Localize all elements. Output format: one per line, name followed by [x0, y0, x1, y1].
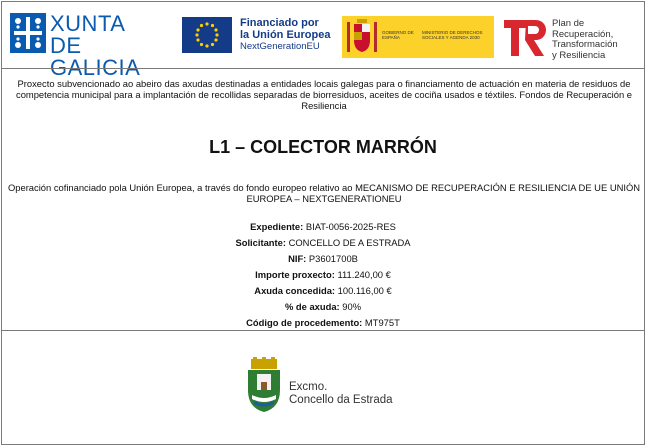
- intro-text: Proxecto subvencionado ao abeiro das axudas destinadas a entidades locais galegas para o financiamento de actuación en materia de residuos de competencia municipal para a implantación de recollidas separadas de biorresiduos, aceites de cociña usados e téxtiles. Fondos de Recuperación e Resiliencia: [16, 78, 632, 111]
- prtr-logo: [502, 16, 642, 60]
- divider: [2, 330, 644, 331]
- detail-row-solicitante: Solicitante: CONCELLO DE A ESTRADA: [235, 237, 411, 248]
- detail-row-axuda: Axuda concedida: 100.116,00 €: [254, 285, 392, 296]
- prtr-line2: Recuperación,: [552, 28, 614, 40]
- prtr-mark-icon: [502, 16, 548, 58]
- xunta-emblem-icon: [10, 13, 46, 53]
- cofinancing-text: Operación cofinanciado pola Unión Europea, a través do fondo europeo relativo ao MECANISMO DE RECUPERACIÓN E RESILIENCIA DE UE UNIÓN EUROPEA – NEXTGENERATIONEU: [7, 182, 641, 204]
- concello-line2: Concello da Estrada: [289, 394, 393, 406]
- eu-line2: la Unión Europea: [240, 29, 331, 41]
- xunta-line1: XUNTA: [50, 11, 126, 36]
- eu-line1: Financiado por: [240, 17, 319, 29]
- detail-row-nif: NIF: P3601700B: [288, 253, 358, 264]
- page-title: L1 – COLECTOR MARRÓN: [209, 137, 437, 157]
- detail-row-porcentaxe: % de axuda: 90%: [284, 301, 362, 312]
- eu-logo: [182, 17, 332, 57]
- detail-row-expediente: Expediente: BIAT-0056-2025-RES: [250, 221, 396, 232]
- concello-coat-of-arms-icon: [245, 357, 283, 413]
- gobierno-espana-logo: [342, 16, 494, 58]
- divider: [2, 68, 644, 69]
- notice-sheet: [1, 1, 645, 445]
- detail-row-codigo: Código de procedemento: MT975T: [246, 317, 400, 328]
- detail-row-importe: Importe proxecto: 111.240,00 €: [255, 269, 391, 280]
- xunta-logo: [10, 11, 165, 80]
- xunta-line2: DE GALICIA: [50, 33, 141, 80]
- concello-line1: Excmo.: [289, 381, 328, 393]
- project-details: [2, 219, 644, 331]
- prtr-line3: Transformación: [552, 39, 618, 50]
- eu-flag-icon: [182, 17, 232, 53]
- ministerio-label: MINISTERIO DE DERECHOS SOCIALES Y AGENDA 2030: [422, 30, 483, 40]
- spain-coat-of-arms-icon: [344, 16, 380, 58]
- gobierno-label: GOBIERNO DE ESPAÑA: [382, 30, 414, 40]
- prtr-line1: Plan de: [552, 18, 585, 29]
- concello-logo: [245, 357, 415, 417]
- eu-line3: NextGenerationEU: [240, 41, 320, 52]
- prtr-line4: y Resiliencia: [552, 49, 606, 61]
